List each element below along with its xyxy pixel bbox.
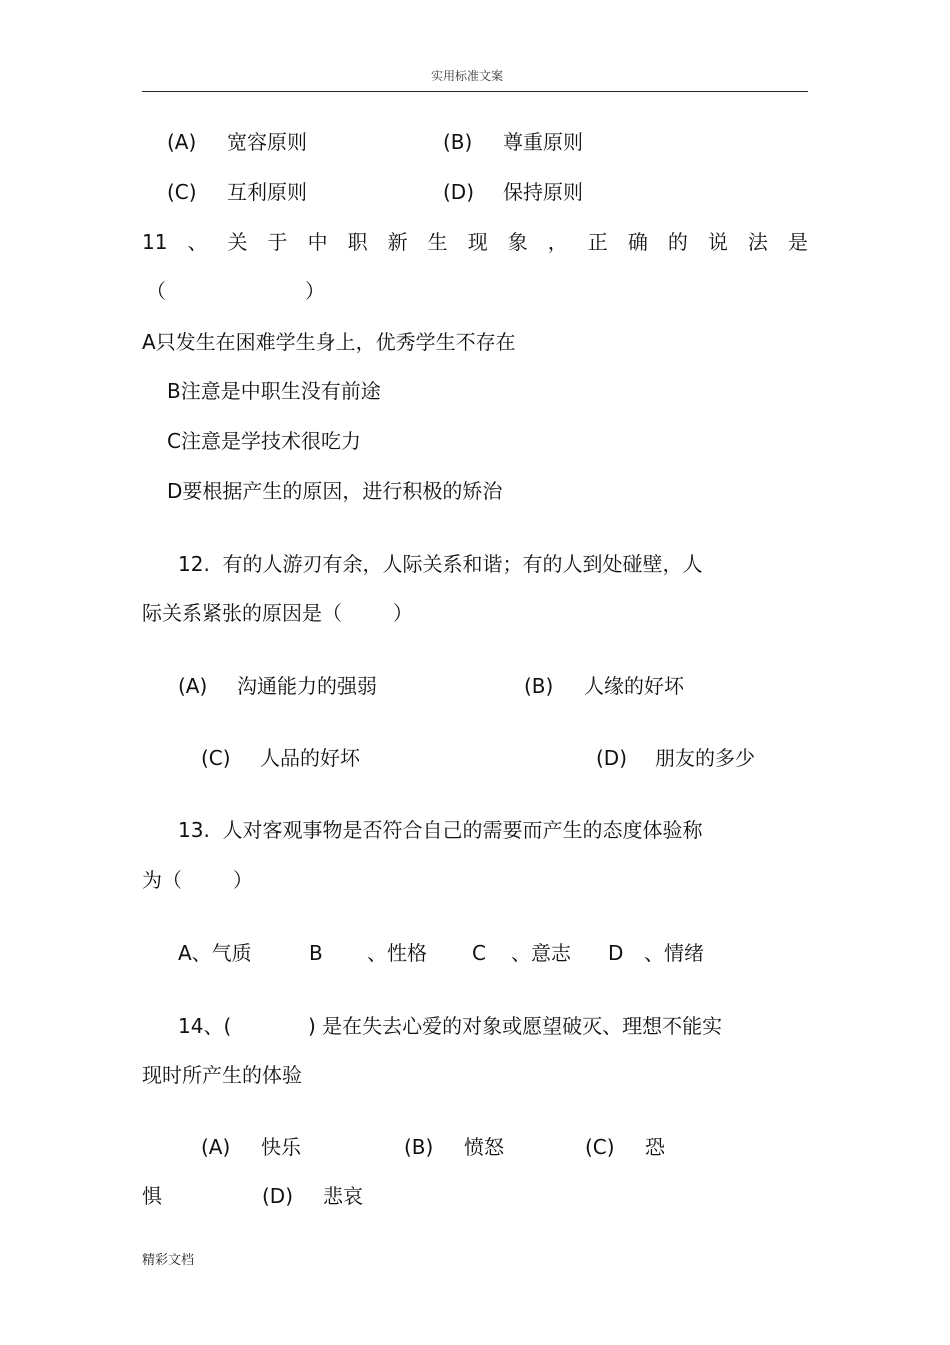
q11-question-char: 关 [227,230,248,254]
q10-option-d-label: (D) [443,180,475,204]
q11-option-a: A只发生在困难学生身上，优秀学生不存在 [142,330,516,354]
q11-question-char: 象 [507,230,528,254]
q14-option-c-continued: 惧 [142,1184,162,1208]
q14-option-d-label: (D) [262,1184,294,1208]
q10-option-c-text: 互利原则 [227,180,307,204]
q14-question-line1-start: 14、( [178,1014,232,1038]
q10-option-b-text: 尊重原则 [503,130,583,154]
q13-option-b-letter: B [309,941,323,965]
q11-question-char: 职 [347,230,368,254]
q13-option-a: A、气质 [178,941,252,965]
q14-option-b-label: (B) [404,1135,434,1159]
q13-option-d-letter: D [608,941,624,965]
q14-option-c-text: 恐 [645,1135,665,1159]
q11-question-char: 11 [142,230,168,254]
q13-question-line1: 13. 人对客观事物是否符合自己的需要而产生的态度体验称 [178,818,703,842]
q12-option-a-label: (A) [178,674,208,698]
q11-question-char: 法 [747,230,768,254]
header-rule [142,91,808,92]
q12-option-c-text: 人品的好坏 [260,746,360,770]
q10-option-d-text: 保持原则 [503,180,583,204]
q11-option-b: B注意是中职生没有前途 [167,379,381,403]
q13-option-c-text: 、意志 [511,941,571,965]
q11-paren-close: ） [305,279,325,303]
q13-option-c-letter: C [472,941,486,965]
q12-option-a-text: 沟通能力的强弱 [237,674,377,698]
q11-option-c: C注意是学技术很吃力 [167,429,361,453]
q13-option-d-text: 、情绪 [644,941,704,965]
q13-question-line2: 为（ ） [142,868,253,892]
q14-option-b-text: 愤怒 [464,1135,504,1159]
q10-option-a-text: 宽容原则 [227,130,307,154]
page-footer-text: 精彩文档 [142,1253,195,1268]
q11-paren-open: （ [146,279,166,303]
q12-option-b-label: (B) [524,674,554,698]
q11-question-char: ， [547,230,568,254]
q14-option-d-text: 悲哀 [323,1184,363,1208]
q11-question-char: 生 [427,230,448,254]
q14-option-a-label: (A) [201,1135,231,1159]
q12-option-c-label: (C) [201,746,231,770]
q11-question-char: 正 [587,230,608,254]
q11-option-d: D要根据产生的原因，进行积极的矫治 [167,479,503,503]
q14-question-line1-end: ) 是在失去心爱的对象或愿望破灭、理想不能实 [308,1014,723,1038]
q11-question-char: 现 [467,230,488,254]
q11-question-char: 的 [667,230,688,254]
q11-question-char: 新 [387,230,408,254]
q10-option-b-label: (B) [443,130,473,154]
q12-option-d-text: 朋友的多少 [655,746,755,770]
q12-option-d-label: (D) [596,746,628,770]
q14-option-a-text: 快乐 [261,1135,301,1159]
q14-question-line2: 现时所产生的体验 [142,1063,302,1087]
q10-option-a-label: (A) [167,130,197,154]
q11-question-char: 、 [187,230,208,254]
q12-option-b-text: 人缘的好坏 [584,674,684,698]
page-header-title: 实用标准文案 [431,69,504,83]
q11-question-char: 中 [307,230,328,254]
q12-question-line2: 际关系紧张的原因是（ ） [142,601,413,625]
q11-question [142,229,808,255]
q10-option-c-label: (C) [167,180,197,204]
q14-option-c-label: (C) [585,1135,615,1159]
q11-question-char: 确 [627,230,648,254]
q11-question-char: 是 [787,230,808,254]
q13-option-b-text: 、性格 [367,941,427,965]
q11-question-char: 于 [267,230,288,254]
q11-question-char: 说 [707,230,728,254]
q12-question-line1: 12. 有的人游刃有余，人际关系和谐；有的人到处碰壁，人 [178,552,703,576]
